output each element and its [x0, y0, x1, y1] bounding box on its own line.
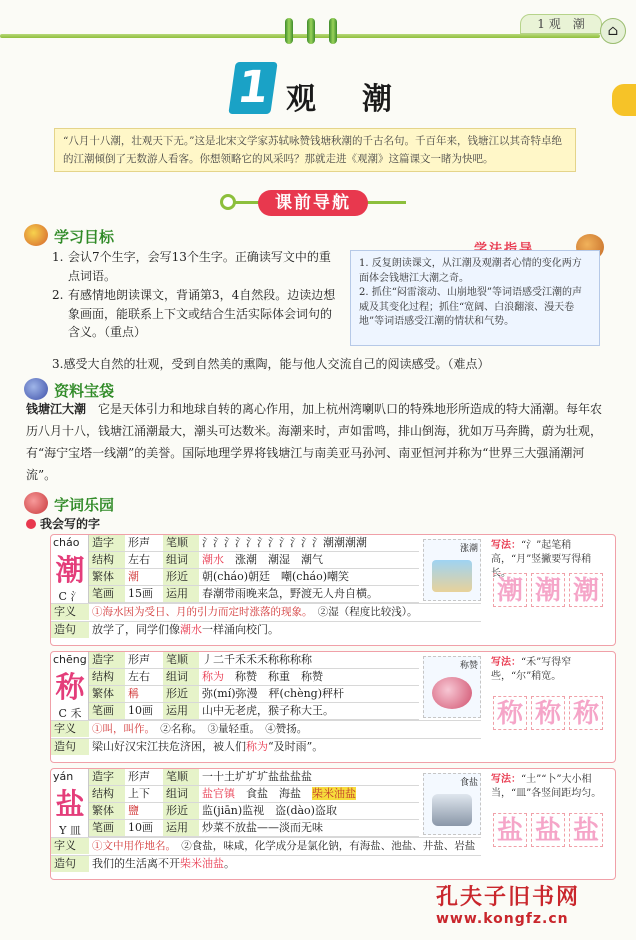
row-label: 笔画 — [89, 586, 125, 602]
big-character: 潮 — [55, 553, 85, 587]
row-value: 监(jiān)监视 盗(dào)盗取 — [202, 804, 337, 817]
big-character: 盐 — [55, 787, 85, 821]
row-label: 组词 — [163, 552, 199, 568]
row-label: 繁体 — [89, 803, 125, 819]
practice-box: 潮 — [493, 573, 527, 607]
info-row — [89, 686, 419, 703]
practice-box: 称 — [569, 696, 603, 730]
radical: Y 皿 — [59, 824, 81, 837]
basket-icon — [24, 224, 48, 246]
row-label: 组词 — [163, 786, 199, 802]
row-label: 笔画 — [89, 703, 125, 719]
meaning-row: 字义 ①文中用作地名。 ②食盐，味咸，化学成分是氯化钠，有海盐、池盐、井盐、岩盐 — [51, 837, 481, 854]
goal-item — [52, 355, 612, 373]
goal-item — [52, 248, 342, 285]
illustration-shape — [432, 677, 472, 709]
practice-box: 盐 — [569, 813, 603, 847]
zuci-word: 食盐 — [246, 787, 268, 800]
practice-box: 盐 — [493, 813, 527, 847]
illustration-image — [423, 539, 481, 601]
goal-text: 有感情地朗读课文，背诵第3，4自然段。边读边想象画面，能联系上下文或结合生活实际体会词句的含义。（重点） — [68, 288, 336, 339]
goal-text: 感受大自然的壮观，受到自然美的熏陶，能与他人交流自己的阅读感受。（难点） — [63, 357, 490, 371]
row-value: 弥(mí)弥漫 秤(chèng)秤杆 — [202, 687, 344, 700]
radical: C 禾 — [58, 707, 82, 720]
writing-hint: 写法：“禾”写得窄些，“尔”稍宽。 — [491, 657, 572, 682]
row-value: 上下 — [128, 787, 150, 800]
goals-heading: 学习目标 — [54, 228, 115, 246]
zuci-word: 潮气 — [301, 553, 323, 566]
row-label: 组词 — [163, 669, 199, 685]
sentence-row: 造句 放学了，同学们像潮水一样涌向校门。 — [51, 621, 481, 638]
binder-clip — [329, 18, 337, 44]
row-value: 潮 — [128, 570, 139, 583]
radical: C 氵 — [58, 590, 82, 603]
row-label: 运用 — [163, 703, 199, 719]
lesson-number: 1 — [228, 62, 277, 114]
reference-body: 它是天体引力和地球自转的离心作用，加上杭州湾喇叭口的特殊地形所造成的特大涌潮。每年农历八月十八，钱塘江涌潮最大，潮头可达数米。海潮来时，声如雷鸣，排山倒海，犹如万马奔腾，蔚为壮观，有“海宁宝塔一线潮”的美誉。国际地理学界将钱塘江与南美亚马孙河、南亚恒河并称为“世界三大强涌潮河流”。 — [26, 402, 603, 482]
info-row — [89, 535, 419, 552]
sentence-highlight: 称为 — [246, 740, 268, 753]
row-label: 结构 — [89, 552, 125, 568]
row-label: 形近 — [163, 803, 199, 819]
header-lesson-label: 1 观 潮 — [520, 14, 602, 34]
goal-number: 1. — [52, 250, 64, 264]
reference-heading: 资料宝袋 — [54, 382, 115, 400]
binder-clip — [307, 18, 315, 44]
pinyin: yán — [53, 770, 74, 783]
info-row — [89, 586, 419, 603]
row-label: 笔顺 — [163, 769, 199, 785]
row-value: 左右 — [128, 553, 150, 566]
ziyi-item: ②湿（程度比较浅）。 — [317, 606, 418, 618]
illustration-image — [423, 656, 481, 718]
pinyin-column — [51, 769, 89, 837]
sentence-highlight: 柴米油盐 — [180, 857, 224, 870]
pinyin: chēng — [53, 653, 87, 666]
char-card — [50, 651, 616, 763]
illustration-image — [423, 773, 481, 835]
watermark-url: www.kongfz.cn — [436, 911, 569, 927]
sentence-row: 造句 梁山好汉宋江扶危济困，被人们称为“及时雨”。 — [51, 738, 481, 755]
goal-number: 2. — [52, 288, 64, 302]
row-value: 氵氵氵氵氵氵氵氵氵氵氵潮潮潮潮 — [202, 536, 367, 549]
practice-boxes — [493, 813, 603, 847]
row-value: 稱 — [128, 687, 139, 700]
row-value: 10画 — [128, 821, 153, 834]
tips-box — [350, 250, 600, 346]
goal-text: 会认7个生字，会写13个生字。正确读写文中的重点词语。 — [68, 250, 331, 283]
bag-icon — [24, 378, 48, 400]
reference-term: 钱塘江大潮 — [26, 402, 87, 416]
zuci-word: 称赞 — [301, 670, 323, 683]
row-value: 形声 — [128, 770, 150, 783]
watermark-name: 孔夫子旧书网 — [436, 885, 581, 910]
lesson-title-block — [0, 58, 636, 168]
info-row — [89, 552, 419, 569]
row-label: 笔顺 — [163, 652, 199, 668]
info-row — [89, 803, 419, 820]
subheading-text: 我会写的字 — [40, 517, 101, 531]
info-row — [89, 769, 419, 786]
fruit-icon — [24, 492, 48, 514]
row-value: 鹽 — [128, 804, 139, 817]
page-header — [0, 14, 636, 40]
info-row — [89, 820, 419, 837]
ziyi-item: ①文中用作地名。 — [92, 840, 171, 852]
big-character: 称 — [55, 670, 85, 704]
goals-list — [52, 248, 342, 343]
row-value: 形声 — [128, 653, 150, 666]
row-value: 春潮带雨晚来急，野渡无人舟自横。 — [202, 587, 378, 600]
row-value: 左右 — [128, 670, 150, 683]
goal-number: 3. — [52, 357, 64, 371]
bullet-icon — [26, 519, 36, 529]
meaning-row: 字义 ①叫，叫作。 ②名称。 ③量轻重。 ④赞扬。 — [51, 720, 481, 737]
row-label: 造字 — [89, 535, 125, 551]
info-row — [89, 569, 419, 586]
info-row — [89, 703, 419, 720]
zuci-word: 称为 — [202, 670, 224, 683]
row-label: 形近 — [163, 686, 199, 702]
row-label: 结构 — [89, 786, 125, 802]
binder-clips — [285, 18, 337, 44]
ziyi-item: ①海水因为受日、月的引力而定时涨落的现象。 — [92, 606, 308, 618]
zuci-word: 涨潮 — [235, 553, 257, 566]
practice-boxes — [493, 696, 603, 730]
row-value: 一十土圹圹圹盐盐盐盐 — [202, 770, 312, 783]
illustration-label: 称赞 — [459, 661, 478, 671]
binder-clip — [285, 18, 293, 44]
banner-dot-icon — [220, 194, 236, 210]
row-label: 笔顺 — [163, 535, 199, 551]
zuci-word: 海盐 — [279, 787, 301, 800]
row-value: 15画 — [128, 587, 153, 600]
row-label: 运用 — [163, 820, 199, 836]
zuci-word: 潮水 — [202, 553, 224, 566]
pre-class-banner — [206, 190, 426, 216]
row-label: 笔画 — [89, 820, 125, 836]
row-value — [199, 552, 419, 568]
illustration-shape — [432, 794, 472, 826]
lesson-title: 观 潮 — [286, 82, 400, 117]
tip-item: 2. 抓住“闷雷滚动、山崩地裂”等词语感受江潮的声威及其变化过程；抓住“宽阔、白浪翻滚、漫天卷地”等词语感受江潮的情状和气势。 — [359, 287, 582, 327]
practice-box: 盐 — [531, 813, 565, 847]
words-heading: 字词乐园 — [54, 496, 115, 514]
zuci-word: 称重 — [268, 670, 290, 683]
info-row — [89, 786, 419, 803]
row-label: 运用 — [163, 586, 199, 602]
sentence-row: 造句 我们的生活离不开柴米油盐。 — [51, 855, 481, 872]
zuci-word: 柴米油盐 — [312, 787, 356, 800]
illustration-label: 涨潮 — [459, 544, 478, 554]
reference-text — [26, 398, 608, 486]
watermark-logo — [436, 880, 626, 930]
ziyi-item: ③量轻重。 — [207, 723, 255, 735]
row-label: 造字 — [89, 769, 125, 785]
row-label: 形近 — [163, 569, 199, 585]
info-row — [89, 669, 419, 686]
meaning-row: 字义 ①海水因为受日、月的引力而定时涨落的现象。 ②湿（程度比较浅）。 — [51, 603, 481, 620]
tip-item: 1. 反复朗读课文，从江潮及观潮者心情的变化两方面体会钱塘江大潮之奇。 — [359, 258, 582, 284]
writing-hint: 写法：“氵”起笔稍高，“月”竖撇要写得稍长。 — [491, 540, 592, 579]
lesson-intro: “八月十八潮，壮观天下无。”这是北宋文学家苏轼咏赞钱塘秋潮的千古名句。千百年来，钱塘江以其奇特卓绝的江潮倾倒了无数游人看客。你想领略它的风采吗？那就走进《观潮》这篇课文一睹为快吧。 — [54, 128, 576, 172]
writing-hint: 写法：“土”“卜”大小相当，“皿”各竖间距均匀。 — [491, 774, 602, 799]
ziyi-item: ②食盐，味咸，化学成分是氯化钠，有海盐、池盐、井盐、岩盐 — [181, 840, 476, 852]
ziyi-item: ②名称。 — [160, 723, 197, 735]
char-card — [50, 534, 616, 646]
ziyi-item: ①叫，叫作。 — [92, 723, 150, 735]
pinyin-column — [51, 652, 89, 720]
house-icon: ⌂ — [600, 18, 626, 44]
zuci-word: 潮湿 — [268, 553, 290, 566]
row-value — [199, 669, 419, 685]
row-value: 形声 — [128, 536, 150, 549]
row-value: 朝(cháo)朝廷 嘲(cháo)嘲笑 — [202, 570, 350, 583]
practice-box: 称 — [493, 696, 527, 730]
pinyin: cháo — [53, 536, 80, 549]
row-label: 繁体 — [89, 686, 125, 702]
sentence-highlight: 潮水 — [180, 623, 202, 636]
practice-box: 称 — [531, 696, 565, 730]
row-value — [199, 786, 419, 802]
row-value: 炒菜不放盐——淡而无味 — [202, 821, 323, 834]
illustration-label: 食盐 — [459, 778, 478, 788]
goal-item — [52, 286, 342, 342]
zuci-word: 盐官镇 — [202, 787, 235, 800]
practice-boxes — [493, 573, 603, 607]
pinyin-column — [51, 535, 89, 603]
write-chars-subheading — [26, 515, 100, 532]
row-label: 结构 — [89, 669, 125, 685]
illustration-shape — [432, 560, 472, 592]
practice-box: 潮 — [569, 573, 603, 607]
row-label: 造字 — [89, 652, 125, 668]
practice-box: 潮 — [531, 573, 565, 607]
zuci-word: 称赞 — [235, 670, 257, 683]
row-value: 10画 — [128, 704, 153, 717]
banner-title: 课前导航 — [258, 190, 368, 216]
row-value: 丿二千禾禾禾称称称称 — [202, 653, 312, 666]
char-card — [50, 768, 616, 880]
ziyi-item: ④赞扬。 — [265, 723, 308, 735]
row-value: 山中无老虎，猴子称大王。 — [202, 704, 334, 717]
info-row — [89, 652, 419, 669]
row-label: 繁体 — [89, 569, 125, 585]
